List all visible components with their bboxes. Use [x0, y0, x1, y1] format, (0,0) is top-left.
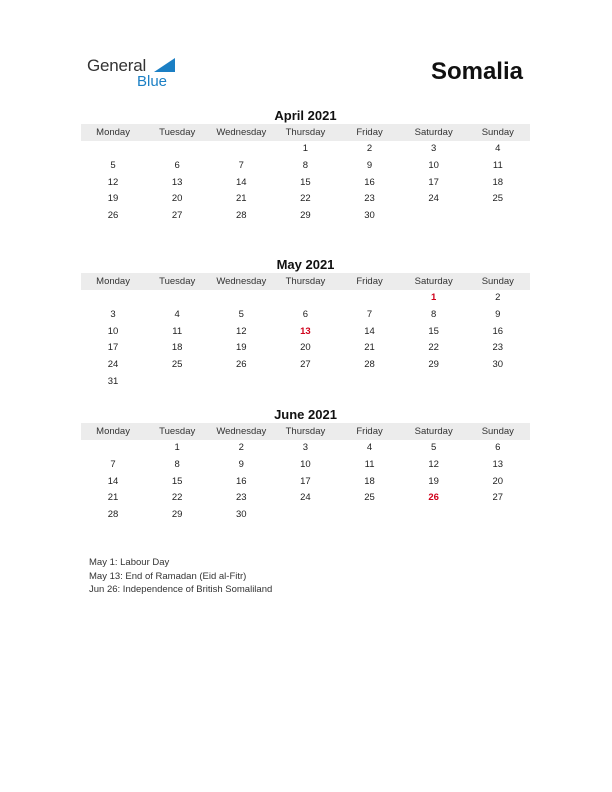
day-cell [81, 440, 145, 457]
week-row [81, 507, 530, 524]
week-row [81, 440, 530, 457]
day-cell: 26 [428, 492, 439, 504]
day-cell: 29 [171, 509, 183, 521]
day-cell: 26 [236, 359, 247, 371]
day-cell: 10 [107, 325, 119, 337]
day-cell: 26 [107, 210, 119, 222]
day-cell: 25 [171, 359, 183, 371]
day-cell: 24 [428, 193, 439, 205]
weekday-label: Monday [96, 426, 130, 437]
day-cell: 24 [107, 359, 119, 371]
week-row [81, 374, 530, 391]
day-cell: 8 [302, 159, 309, 171]
day-cell: 13 [300, 325, 311, 337]
month-calendar [81, 107, 530, 225]
week-row [81, 490, 530, 507]
holiday-note: May 13: End of Ramadan (Eid al-Fitr) [89, 570, 247, 582]
day-cell: 21 [236, 193, 247, 205]
weekday-label: Wednesday [216, 276, 267, 287]
holiday-notes [89, 556, 272, 597]
day-cell [402, 374, 466, 391]
day-cell: 15 [428, 325, 439, 337]
weekday-label: Saturday [414, 276, 453, 287]
day-cell: 18 [171, 342, 183, 354]
day-cell: 8 [174, 458, 180, 470]
weekday-label: Saturday [414, 127, 453, 138]
day-cell: 12 [428, 458, 439, 470]
day-cell: 20 [300, 342, 311, 354]
day-cell: 19 [428, 475, 439, 487]
weekday-header [81, 124, 530, 141]
day-cell: 13 [492, 458, 504, 470]
day-cell [81, 141, 145, 158]
day-cell: 4 [495, 143, 501, 154]
month-title: June 2021 [274, 407, 337, 422]
day-cell: 1 [431, 292, 437, 303]
day-cell: 16 [492, 325, 504, 337]
day-cell [338, 507, 402, 524]
day-cell [466, 208, 530, 225]
weekday-label: Monday [96, 276, 130, 287]
weekday-label: Tuesday [159, 276, 196, 287]
day-cell: 19 [236, 342, 247, 354]
day-cell: 30 [236, 509, 247, 521]
day-cell: 9 [366, 159, 373, 171]
day-cell: 23 [364, 193, 375, 205]
weekday-label: Friday [356, 426, 383, 437]
logo-triangle-icon [154, 58, 175, 72]
day-cell: 3 [431, 143, 437, 154]
week-row [81, 191, 530, 208]
day-cell: 11 [492, 159, 503, 171]
week-row [81, 324, 530, 341]
day-cell [145, 374, 209, 391]
day-cell [402, 507, 466, 524]
week-row [81, 307, 530, 324]
day-cell: 16 [364, 176, 375, 188]
day-cell: 6 [495, 442, 501, 453]
day-cell [81, 290, 145, 307]
day-cell: 1 [174, 442, 180, 453]
day-cell [145, 141, 209, 158]
day-cell: 15 [171, 475, 183, 487]
day-cell: 21 [364, 342, 375, 354]
day-cell: 18 [492, 176, 504, 188]
weekday-label: Friday [356, 127, 383, 138]
day-cell: 11 [172, 325, 183, 337]
day-cell [273, 507, 337, 524]
day-cell: 28 [364, 359, 375, 371]
month-title: April 2021 [274, 108, 337, 123]
day-cell [145, 290, 209, 307]
day-cell [466, 507, 530, 524]
day-cell: 22 [428, 342, 439, 354]
day-cell: 15 [300, 176, 311, 188]
day-cell: 4 [366, 442, 373, 453]
day-cell: 27 [171, 210, 183, 222]
day-cell: 7 [110, 458, 116, 470]
day-cell [209, 290, 273, 307]
day-cell: 7 [366, 308, 373, 320]
week-row [81, 208, 530, 225]
day-cell: 1 [302, 143, 309, 154]
weekday-label: Tuesday [159, 127, 196, 138]
month-calendar [81, 406, 530, 524]
day-cell: 25 [364, 492, 375, 504]
day-cell: 25 [492, 193, 504, 205]
day-cell [209, 141, 273, 158]
day-cell [273, 374, 337, 391]
brand-logo [87, 56, 187, 92]
week-row [81, 457, 530, 474]
day-cell [402, 208, 466, 225]
day-cell: 18 [364, 475, 375, 487]
day-cell: 9 [238, 458, 244, 470]
day-cell: 5 [110, 159, 116, 171]
day-cell: 2 [238, 442, 244, 453]
day-cell [209, 374, 273, 391]
weekday-label: Monday [96, 127, 130, 138]
weekday-label: Saturday [414, 426, 453, 437]
day-cell: 14 [236, 176, 247, 188]
day-cell [338, 374, 402, 391]
day-cell: 13 [171, 176, 183, 188]
weekday-label: Thursday [285, 426, 326, 437]
day-cell: 20 [492, 475, 504, 487]
day-cell: 22 [300, 193, 311, 205]
holiday-note: May 1: Labour Day [89, 557, 170, 568]
day-cell: 12 [236, 325, 247, 337]
weekday-label: Wednesday [216, 426, 267, 437]
day-cell [466, 374, 530, 391]
day-cell: 27 [492, 492, 504, 504]
day-cell: 28 [107, 509, 119, 521]
weekday-label: Friday [356, 276, 383, 287]
day-cell: 10 [428, 159, 439, 171]
day-cell: 23 [492, 342, 504, 354]
month-title: May 2021 [276, 257, 335, 272]
weekday-label: Sunday [481, 276, 514, 287]
weekday-label: Sunday [481, 127, 514, 138]
day-cell: 31 [107, 375, 119, 387]
day-cell: 17 [428, 176, 439, 188]
day-cell: 2 [495, 292, 501, 303]
day-cell: 3 [110, 308, 116, 320]
day-cell: 19 [107, 193, 119, 205]
day-cell: 5 [431, 442, 437, 453]
week-row [81, 141, 530, 158]
day-cell: 6 [174, 159, 180, 171]
week-row [81, 357, 530, 374]
day-cell [338, 290, 402, 307]
day-cell: 23 [236, 492, 247, 504]
day-cell: 20 [171, 193, 183, 205]
holiday-note: Jun 26: Independence of British Somaliland [89, 584, 273, 595]
week-row [81, 175, 530, 192]
brand-general-text: General [87, 56, 147, 75]
day-cell: 8 [431, 308, 437, 320]
day-cell: 17 [107, 342, 119, 354]
day-cell: 12 [107, 176, 119, 188]
day-cell: 11 [364, 458, 375, 470]
day-cell: 30 [364, 210, 375, 222]
day-cell: 14 [107, 475, 119, 487]
weekday-label: Sunday [481, 426, 514, 437]
week-row [81, 474, 530, 491]
country-title: Somalia [430, 58, 523, 85]
weekday-header [81, 423, 530, 440]
day-cell: 30 [492, 359, 504, 371]
day-cell: 27 [300, 359, 311, 371]
week-row [81, 340, 530, 357]
day-cell: 16 [236, 475, 247, 487]
day-cell: 17 [300, 475, 311, 487]
day-cell: 21 [107, 492, 119, 504]
day-cell: 3 [302, 442, 309, 453]
day-cell: 22 [171, 492, 183, 504]
day-cell: 29 [428, 359, 439, 371]
day-cell: 24 [300, 492, 311, 504]
day-cell: 28 [236, 210, 247, 222]
day-cell: 4 [174, 308, 180, 320]
day-cell: 14 [364, 325, 375, 337]
weekday-label: Thursday [285, 127, 326, 138]
day-cell: 6 [302, 308, 309, 320]
day-cell: 7 [238, 159, 244, 171]
day-cell: 29 [300, 210, 311, 222]
weekday-label: Thursday [285, 276, 326, 287]
day-cell [273, 290, 337, 307]
week-row [81, 290, 530, 307]
month-calendar [81, 256, 530, 391]
day-cell: 5 [238, 308, 244, 320]
day-cell: 9 [495, 308, 501, 320]
day-cell: 10 [300, 458, 311, 470]
weekday-label: Wednesday [216, 127, 267, 138]
weekday-label: Tuesday [159, 426, 196, 437]
weekday-header [81, 273, 530, 290]
week-row [81, 158, 530, 175]
day-cell: 2 [366, 143, 373, 154]
brand-blue-text: Blue [137, 73, 168, 90]
